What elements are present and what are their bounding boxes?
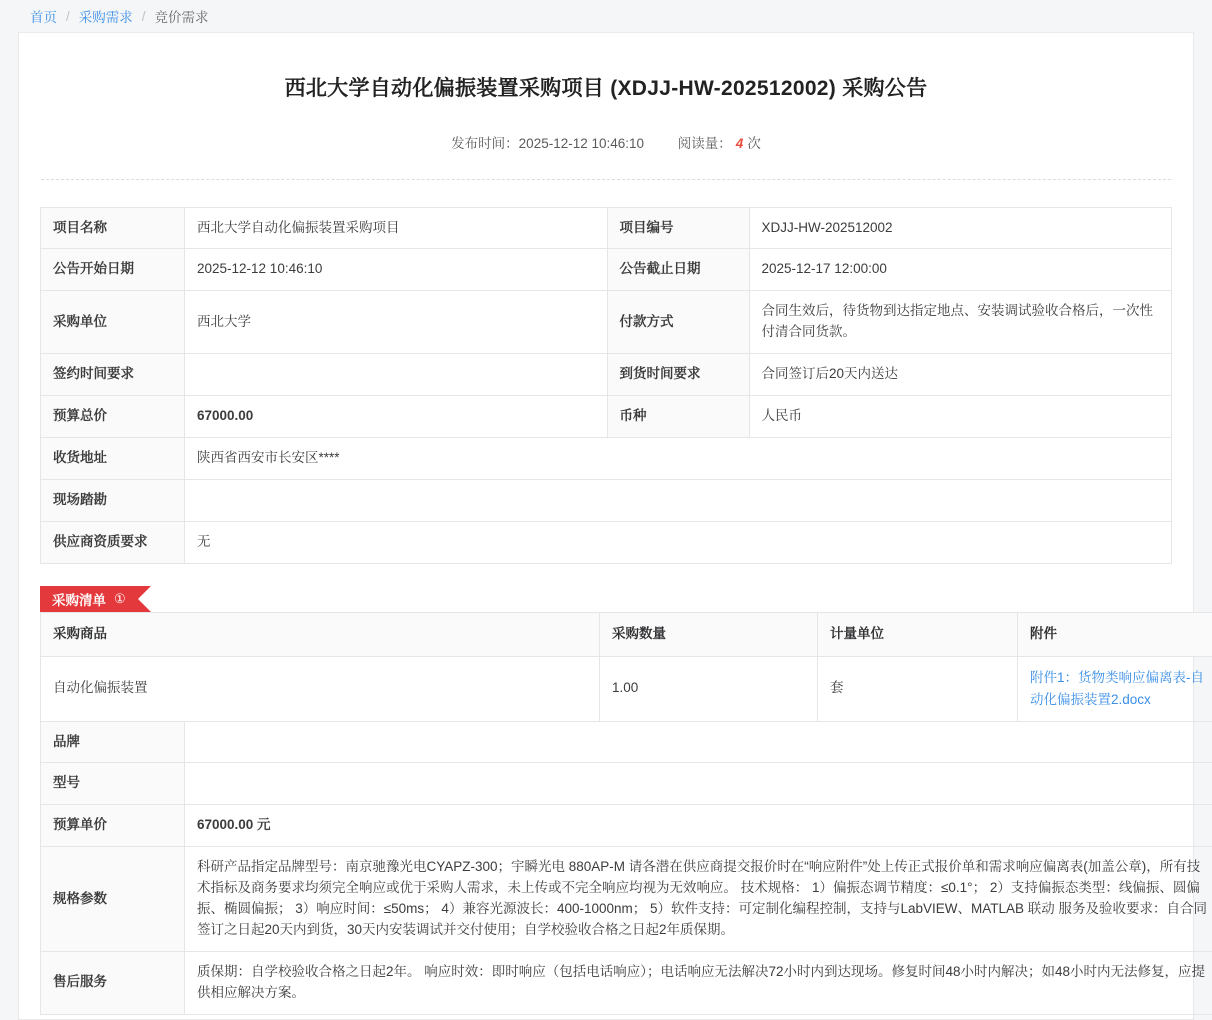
- field-value-spec-params: 科研产品指定品牌型号：南京驰豫光电CYAPZ-300；宇瞬光电 880AP-M 请各潜在供应商提交报价时在“响应附件”处上传正式报价单和需求响应偏离表(加盖公章)，所有技术指标及商务要求均须完全响应或优于采购人需求，未上传或不完全响应均视为无效响应。 技术规格： 1）偏振态调节精度：≤0.1°； 2）支持偏振态类型：线偏振、圆偏振、椭圆偏振； 3）响应时间：≤50ms； 4）兼容光源波长：400-1000nm； 5）软件支持：可定制化编程控制，支持与LabVIEW、MATLAB 联动 服务及验收要求：自合同签订之日起20天内到货，30天内安装调试并交付使用；自学校验收合格之日起2年质保期。: [185, 847, 1212, 952]
- cell-product-name: 自动化偏振装置: [41, 656, 600, 721]
- field-value-unit-price: 67000.00 元: [185, 805, 1212, 847]
- field-label-site-survey: 现场踏勘: [41, 479, 185, 521]
- column-header-quantity: 采购数量: [600, 612, 818, 656]
- field-label-end-date: 公告截止日期: [607, 249, 749, 291]
- field-value-supplier-qualification: 无: [185, 521, 1172, 563]
- column-header-product: 采购商品: [41, 612, 600, 656]
- column-header-unit: 计量单位: [818, 612, 1018, 656]
- table-row: [41, 656, 1212, 721]
- breadcrumb-item-home[interactable]: 首页: [30, 6, 57, 26]
- reads-label: 阅读量：: [678, 136, 732, 151]
- field-label-start-date: 公告开始日期: [41, 249, 185, 291]
- field-value-project-name: 西北大学自动化偏振装置采购项目: [185, 207, 608, 249]
- attachment-link[interactable]: 附件1：货物类响应偏离表-自动化偏振装置2.docx: [1030, 670, 1204, 707]
- field-value-model: [185, 763, 1212, 805]
- breadcrumb-item-bidding-demand: 竞价需求: [155, 6, 209, 26]
- field-label-brand: 品牌: [41, 721, 185, 763]
- publish-time-label: 发布时间：: [451, 136, 519, 151]
- field-label-project-name: 项目名称: [41, 207, 185, 249]
- table-row: [41, 721, 1212, 763]
- table-row: [41, 479, 1172, 521]
- table-row: [41, 396, 1172, 438]
- field-value-delivery-time: 合同签订后20天内送达: [749, 354, 1172, 396]
- field-label-sign-time: 签约时间要求: [41, 354, 185, 396]
- reads-unit: 次: [747, 136, 761, 151]
- purchase-list-tag: [40, 586, 138, 612]
- field-label-spec-params: 规格参数: [41, 847, 185, 952]
- field-label-budget-total: 预算总价: [41, 396, 185, 438]
- field-label-supplier-qualification: 供应商资质要求: [41, 521, 185, 563]
- field-value-start-date: 2025-12-12 10:46:10: [185, 249, 608, 291]
- project-info-table: [40, 207, 1172, 564]
- reads-count: 4: [736, 136, 744, 151]
- table-row: [41, 438, 1172, 480]
- purchase-list-tag-label: 采购清单: [52, 589, 106, 609]
- field-value-payment-method: 合同生效后，待货物到达指定地点、安装调试验收合格后，一次性付清合同货款。: [749, 291, 1172, 354]
- field-value-project-code: XDJJ-HW-202512002: [749, 207, 1172, 249]
- publish-time-value: 2025-12-12 10:46:10: [519, 136, 644, 151]
- cell-product-quantity: 1.00: [600, 656, 818, 721]
- field-value-shipping-address: 陕西省西安市长安区****: [185, 438, 1172, 480]
- purchase-list-section: [40, 586, 1172, 1015]
- table-row: [41, 521, 1172, 563]
- field-label-delivery-time: 到货时间要求: [607, 354, 749, 396]
- table-row: [41, 354, 1172, 396]
- field-label-after-sales: 售后服务: [41, 952, 185, 1015]
- field-label-currency: 币种: [607, 396, 749, 438]
- field-value-purchaser: 西北大学: [185, 291, 608, 354]
- table-row: [41, 805, 1212, 847]
- table-row: [41, 763, 1212, 805]
- table-row: [41, 291, 1172, 354]
- field-value-brand: [185, 721, 1212, 763]
- header-divider: [41, 179, 1171, 180]
- breadcrumb-separator: /: [66, 9, 70, 24]
- field-value-site-survey: [185, 479, 1172, 521]
- field-value-currency: 人民币: [749, 396, 1172, 438]
- breadcrumb-separator: /: [142, 9, 146, 24]
- field-label-shipping-address: 收货地址: [41, 438, 185, 480]
- table-row: [41, 207, 1172, 249]
- field-label-model: 型号: [41, 763, 185, 805]
- field-label-unit-price: 预算单价: [41, 805, 185, 847]
- table-row: [41, 847, 1212, 952]
- field-value-after-sales: 质保期：自学校验收合格之日起2年。 响应时效：即时响应（包括电话响应）；电话响应无法解决72小时内到达现场。修复时间48小时内解决；如48小时内无法修复，应提供相应解决方案。: [185, 952, 1212, 1015]
- table-header-row: [41, 612, 1212, 656]
- purchase-list-tag-count: ①: [114, 591, 126, 607]
- purchase-list-table: [40, 612, 1212, 1015]
- announcement-card: [18, 32, 1194, 1020]
- column-header-attachment: 附件: [1018, 612, 1212, 656]
- breadcrumb: [0, 0, 1212, 32]
- field-label-purchaser: 采购单位: [41, 291, 185, 354]
- page-title: 西北大学自动化偏振装置采购项目 (XDJJ-HW-202512002) 采购公告: [19, 33, 1193, 105]
- field-value-sign-time: [185, 354, 608, 396]
- field-value-end-date: 2025-12-17 12:00:00: [749, 249, 1172, 291]
- field-label-payment-method: 付款方式: [607, 291, 749, 354]
- table-row: [41, 952, 1212, 1015]
- table-row: [41, 249, 1172, 291]
- document-meta: [19, 105, 1193, 152]
- cell-product-unit: 套: [818, 656, 1018, 721]
- field-label-project-code: 项目编号: [607, 207, 749, 249]
- cell-product-attachment: [1018, 656, 1212, 721]
- breadcrumb-item-purchase-demand[interactable]: 采购需求: [79, 6, 133, 26]
- field-value-budget-total: 67000.00: [185, 396, 608, 438]
